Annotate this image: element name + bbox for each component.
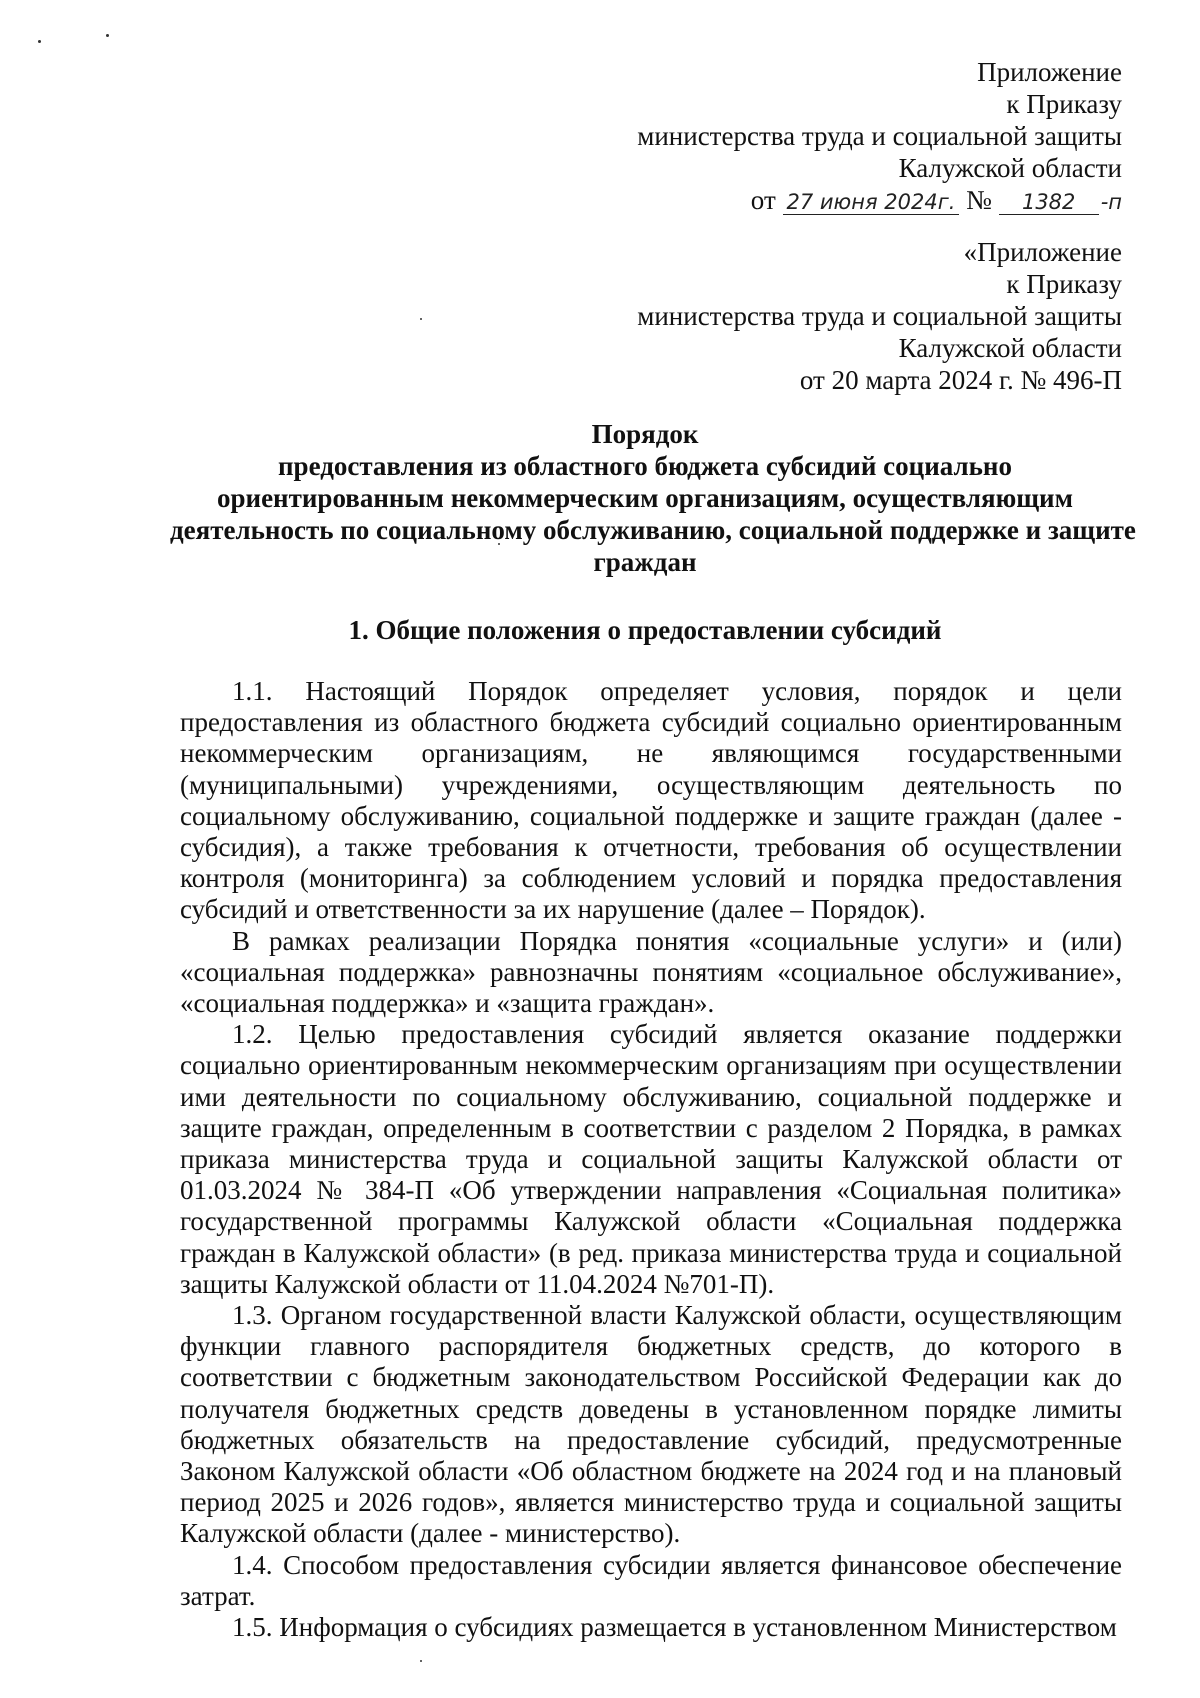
document-title: [170, 418, 1136, 578]
title-line: ориентированным некоммерческим организациям, осуществляющим: [217, 483, 1073, 513]
number-label: №: [966, 185, 992, 215]
approval-line: министерства труда и социальной защиты: [637, 301, 1122, 331]
handwritten-date: 27 июня 2024г.: [783, 190, 960, 215]
approval-line: «Приложение: [963, 237, 1122, 267]
date-prefix: от: [750, 185, 776, 215]
section-body: [180, 676, 1122, 1643]
scan-speck: [420, 1660, 422, 1662]
approval-line: от 20 марта 2024 г. № 496-П: [799, 365, 1122, 395]
approval-line: к Приказу: [1006, 89, 1122, 119]
scan-speck: [38, 40, 41, 43]
paragraph: 1.5. Информация о субсидиях размещается в установленном Министерством: [232, 1612, 1117, 1643]
approval-header-previous: [637, 236, 1122, 396]
approval-date-line: [637, 184, 1122, 216]
title-line: граждан: [593, 547, 697, 577]
section-heading: 1. Общие положения о предоставлении субсидий: [348, 615, 942, 645]
paragraph: 1.3. Органом государственной власти Калужской области, осуществляющим функции главного распорядителя бюджетных средств, до которого в соответствии с бюджетным законодательством Российской Федерации как до получателя бюджетных средств доведены в установленном порядке лимиты бюджетных обязательств на предоставление субсидий, предусмотренные Законом Калужской области «Об областном бюджете на 2024 год и на плановый период 2025 и 2026 годов», является министерство труда и социальной защиты Калужской области (далее - министерство).: [180, 1300, 1122, 1549]
handwritten-number: 1382: [999, 190, 1099, 215]
handwritten-number-suffix: -п: [1100, 190, 1122, 214]
scan-speck: [106, 34, 109, 37]
scan-speck: [420, 318, 422, 320]
paragraph: 1.4. Способом предоставления субсидии является финансовое обеспечение затрат.: [180, 1549, 1122, 1611]
paragraph: 1.2. Целью предоставления субсидий является оказание поддержки социально ориентированным некоммерческим организациям при осуществлении ими деятельности по социальному обслуживанию, социальной поддержке и защите граждан, определенным в соответствии с разделом 2 Порядка, в рамках приказа министерства труда и социальной защиты Калужской области от 01.03.2024 № 384-П «Об утверждении направления «Социальная политика» государственной программы Калужской области «Социальная поддержка граждан в Калужской области» (в ред. приказа министерства труда и социальной защиты Калужской области от 11.04.2024 №701-П).: [180, 1019, 1122, 1299]
paragraph: В рамках реализации Порядка понятия «социальные услуги» и (или) «социальная поддержка» равнозначны понятиям «социальное обслуживание», «социальная поддержка» и «защита граждан».: [180, 925, 1122, 1019]
title-line: предоставления из областного бюджета субсидий социально: [278, 451, 1012, 481]
title-line: деятельность по социальному обслуживанию, социальной поддержке и защите: [170, 515, 1136, 545]
approval-line: Калужской области: [898, 333, 1122, 363]
paragraph: 1.1. Настоящий Порядок определяет условия, порядок и цели предоставления из областного бюджета субсидий социально ориентированным некоммерческим организациям, не являющимся государственными (муниципальными) учреждениями, осуществляющим деятельность по социальному обслуживанию, социальной поддержке и защите граждан (далее - субсидия), а также требования к отчетности, требования об осуществлении контроля (мониторинга) за соблюдением условий и порядка предоставления субсидий и ответственности за их нарушение (далее – Порядок).: [180, 676, 1122, 925]
approval-line: министерства труда и социальной защиты: [637, 121, 1122, 151]
approval-line: к Приказу: [1006, 269, 1122, 299]
approval-header-current: [637, 56, 1122, 216]
approval-line: Калужской области: [898, 153, 1122, 183]
approval-line: Приложение: [977, 57, 1122, 87]
title-line: Порядок: [591, 419, 699, 449]
